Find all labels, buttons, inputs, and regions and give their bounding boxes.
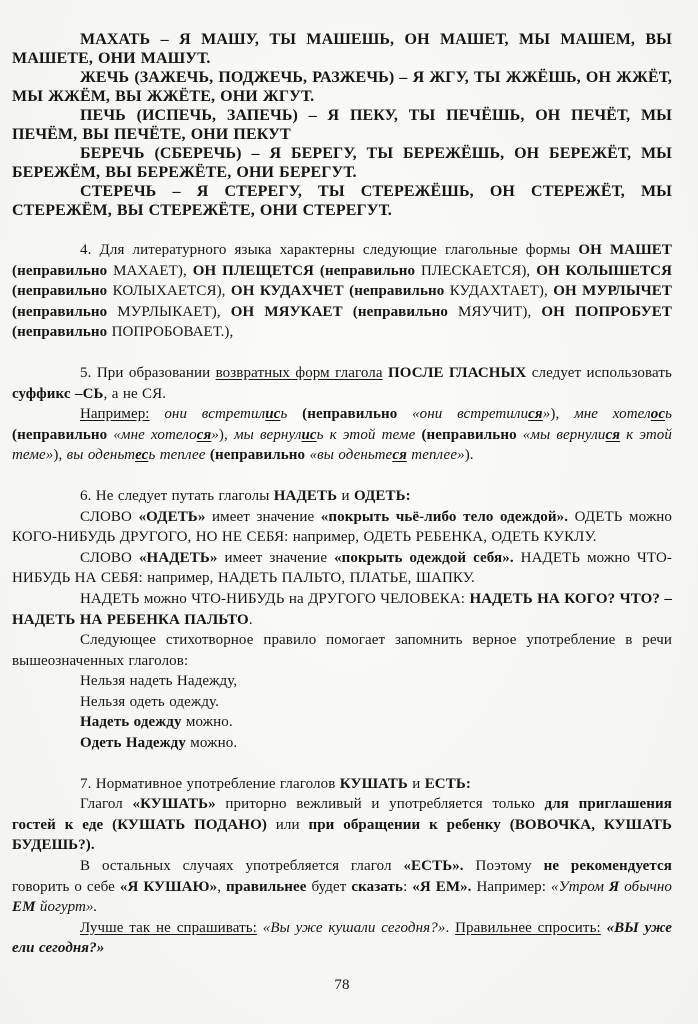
- rule-5: 5. При образовании возвратных форм глагола ПОСЛЕ ГЛАСНЫХ следует использовать суффикс –СЬ, а не СЯ.: [12, 364, 672, 402]
- nadet-usage: НАДЕТЬ можно ЧТО-НИБУДЬ на ДРУГОГО ЧЕЛОВЕКА: НАДЕТЬ НА КОГО? ЧТО? – НАДЕТЬ НА РЕБЕНКА ПАЛЬТО.: [12, 590, 672, 628]
- rule-4: 4. Для литературного языка характерны следующие глагольные формы ОН МАШЕТ (неправильно МАХАЕТ), ОН ПЛЕЩЕТСЯ (неправильно ПЛЕСКАЕТСЯ), ОН КОЛЫШЕТСЯ (неправильно КОЛЫХАЕТСЯ), ОН КУДАХЧЕТ (неправильно КУДАХТАЕТ), ОН МУРЛЫЧЕТ (неправильно МУРЛЫКАЕТ), ОН МЯУКАЕТ (неправильно МЯУЧИТ), ОН ПОПРОБУЕТ (неправильно ПОПРОБОВАЕТ.),: [12, 242, 673, 341]
- rule-5-examples: Например: они встретились (неправильно «они встретилися»), мне хотелось (неправильно «мне хотелося»), мы вернулись к этой теме (неправильно «мы вернулися к этой теме»), вы оденьтесь теплее (неправильно «вы оденьтеся теплее»).: [12, 406, 673, 464]
- poem-line-2: Нельзя одеть одежду.: [80, 693, 219, 710]
- document-body: [12, 30, 672, 959]
- rule-6: 6. Не следует путать глаголы НАДЕТЬ и ОДЕТЬ:: [80, 487, 411, 504]
- poem-line-1: Нельзя надеть Надежду,: [80, 673, 238, 690]
- page-number: 78: [334, 977, 350, 993]
- conjugation-sterech: СТЕРЕЧЬ – Я СТЕРЕГУ, ТЫ СТЕРЕЖЁШЬ, ОН СТЕРЕЖЁТ, МЫ СТЕРЕЖЁМ, ВЫ СТЕРЕЖЁТЕ, ОНИ СТЕРЕГУТ.: [12, 183, 672, 219]
- conjugation-mahat: МАХАТЬ – Я МАШУ, ТЫ МАШЕШЬ, ОН МАШЕТ, МЫ МАШЕМ, ВЫ МАШЕТЕ, ОНИ МАШУТ.: [12, 31, 672, 67]
- est-definition: В остальных случаях употребляется глагол «ЕСТЬ». Поэтому не рекомендуется говорить о себе «Я КУШАЮ», правильнее будет сказать: «Я ЕМ». Например: «Утром Я обычно ЕМ йогурт».: [12, 858, 673, 916]
- poem-line-3: Надеть одежду можно.: [80, 714, 233, 731]
- conjugation-berech: БЕРЕЧЬ (СБЕРЕЧЬ) – Я БЕРЕГУ, ТЫ БЕРЕЖЁШЬ, ОН БЕРЕЖЁТ, МЫ БЕРЕЖЁМ, ВЫ БЕРЕЖЁТЕ, ОНИ БЕРЕГУТ.: [12, 145, 672, 181]
- poem-line-4: Одеть Надежду можно.: [80, 735, 238, 752]
- poem-intro: Следующее стихотворное правило помогает запомнить верное употребление в речи вышеозначенных глаголов:: [12, 632, 672, 669]
- kushat-definition: Глагол «КУШАТЬ» приторно вежливый и употребляется только для приглашения гостей к еде (КУШАТЬ ПОДАНО) или при обращении к ребенку (ВОВОЧКА, КУШАТЬ БУДЕШЬ?).: [12, 796, 672, 854]
- final-advice: Лучше так не спрашивать: «Вы уже кушали сегодня?». Правильнее спросить: «ВЫ уже ели сегодня?»: [12, 919, 673, 957]
- rule-7: 7. Нормативное употребление глаголов КУШАТЬ и ЕСТЬ:: [80, 775, 471, 792]
- conjugation-zhech: ЖЕЧЬ (ЗАЖЕЧЬ, ПОДЖЕЧЬ, РАЗЖЕЧЬ) – Я ЖГУ, ТЫ ЖЖЁШЬ, ОН ЖЖЁТ, МЫ ЖЖЁМ, ВЫ ЖЖЁТЕ, ОНИ ЖГУТ.: [12, 69, 672, 105]
- conjugation-pech: ПЕЧЬ (ИСПЕЧЬ, ЗАПЕЧЬ) – Я ПЕКУ, ТЫ ПЕЧЁШЬ, ОН ПЕЧЁТ, МЫ ПЕЧЁМ, ВЫ ПЕЧЁТЕ, ОНИ ПЕКУТ: [12, 107, 672, 143]
- odet-definition: СЛОВО «ОДЕТЬ» имеет значение «покрыть чьё-либо тело одеждой». ОДЕТЬ можно КОГО-НИБУДЬ ДРУГОГО, НО НЕ СЕБЯ: например, ОДЕТЬ РЕБЕНКА, ОДЕТЬ КУКЛУ.: [12, 508, 673, 546]
- nadet-definition: СЛОВО «НАДЕТЬ» имеет значение «покрыть одеждой себя». НАДЕТЬ можно ЧТО-НИБУДЬ НА СЕБЯ: например, НАДЕТЬ ПАЛЬТО, ПЛАТЬЕ, ШАПКУ.: [12, 549, 672, 587]
